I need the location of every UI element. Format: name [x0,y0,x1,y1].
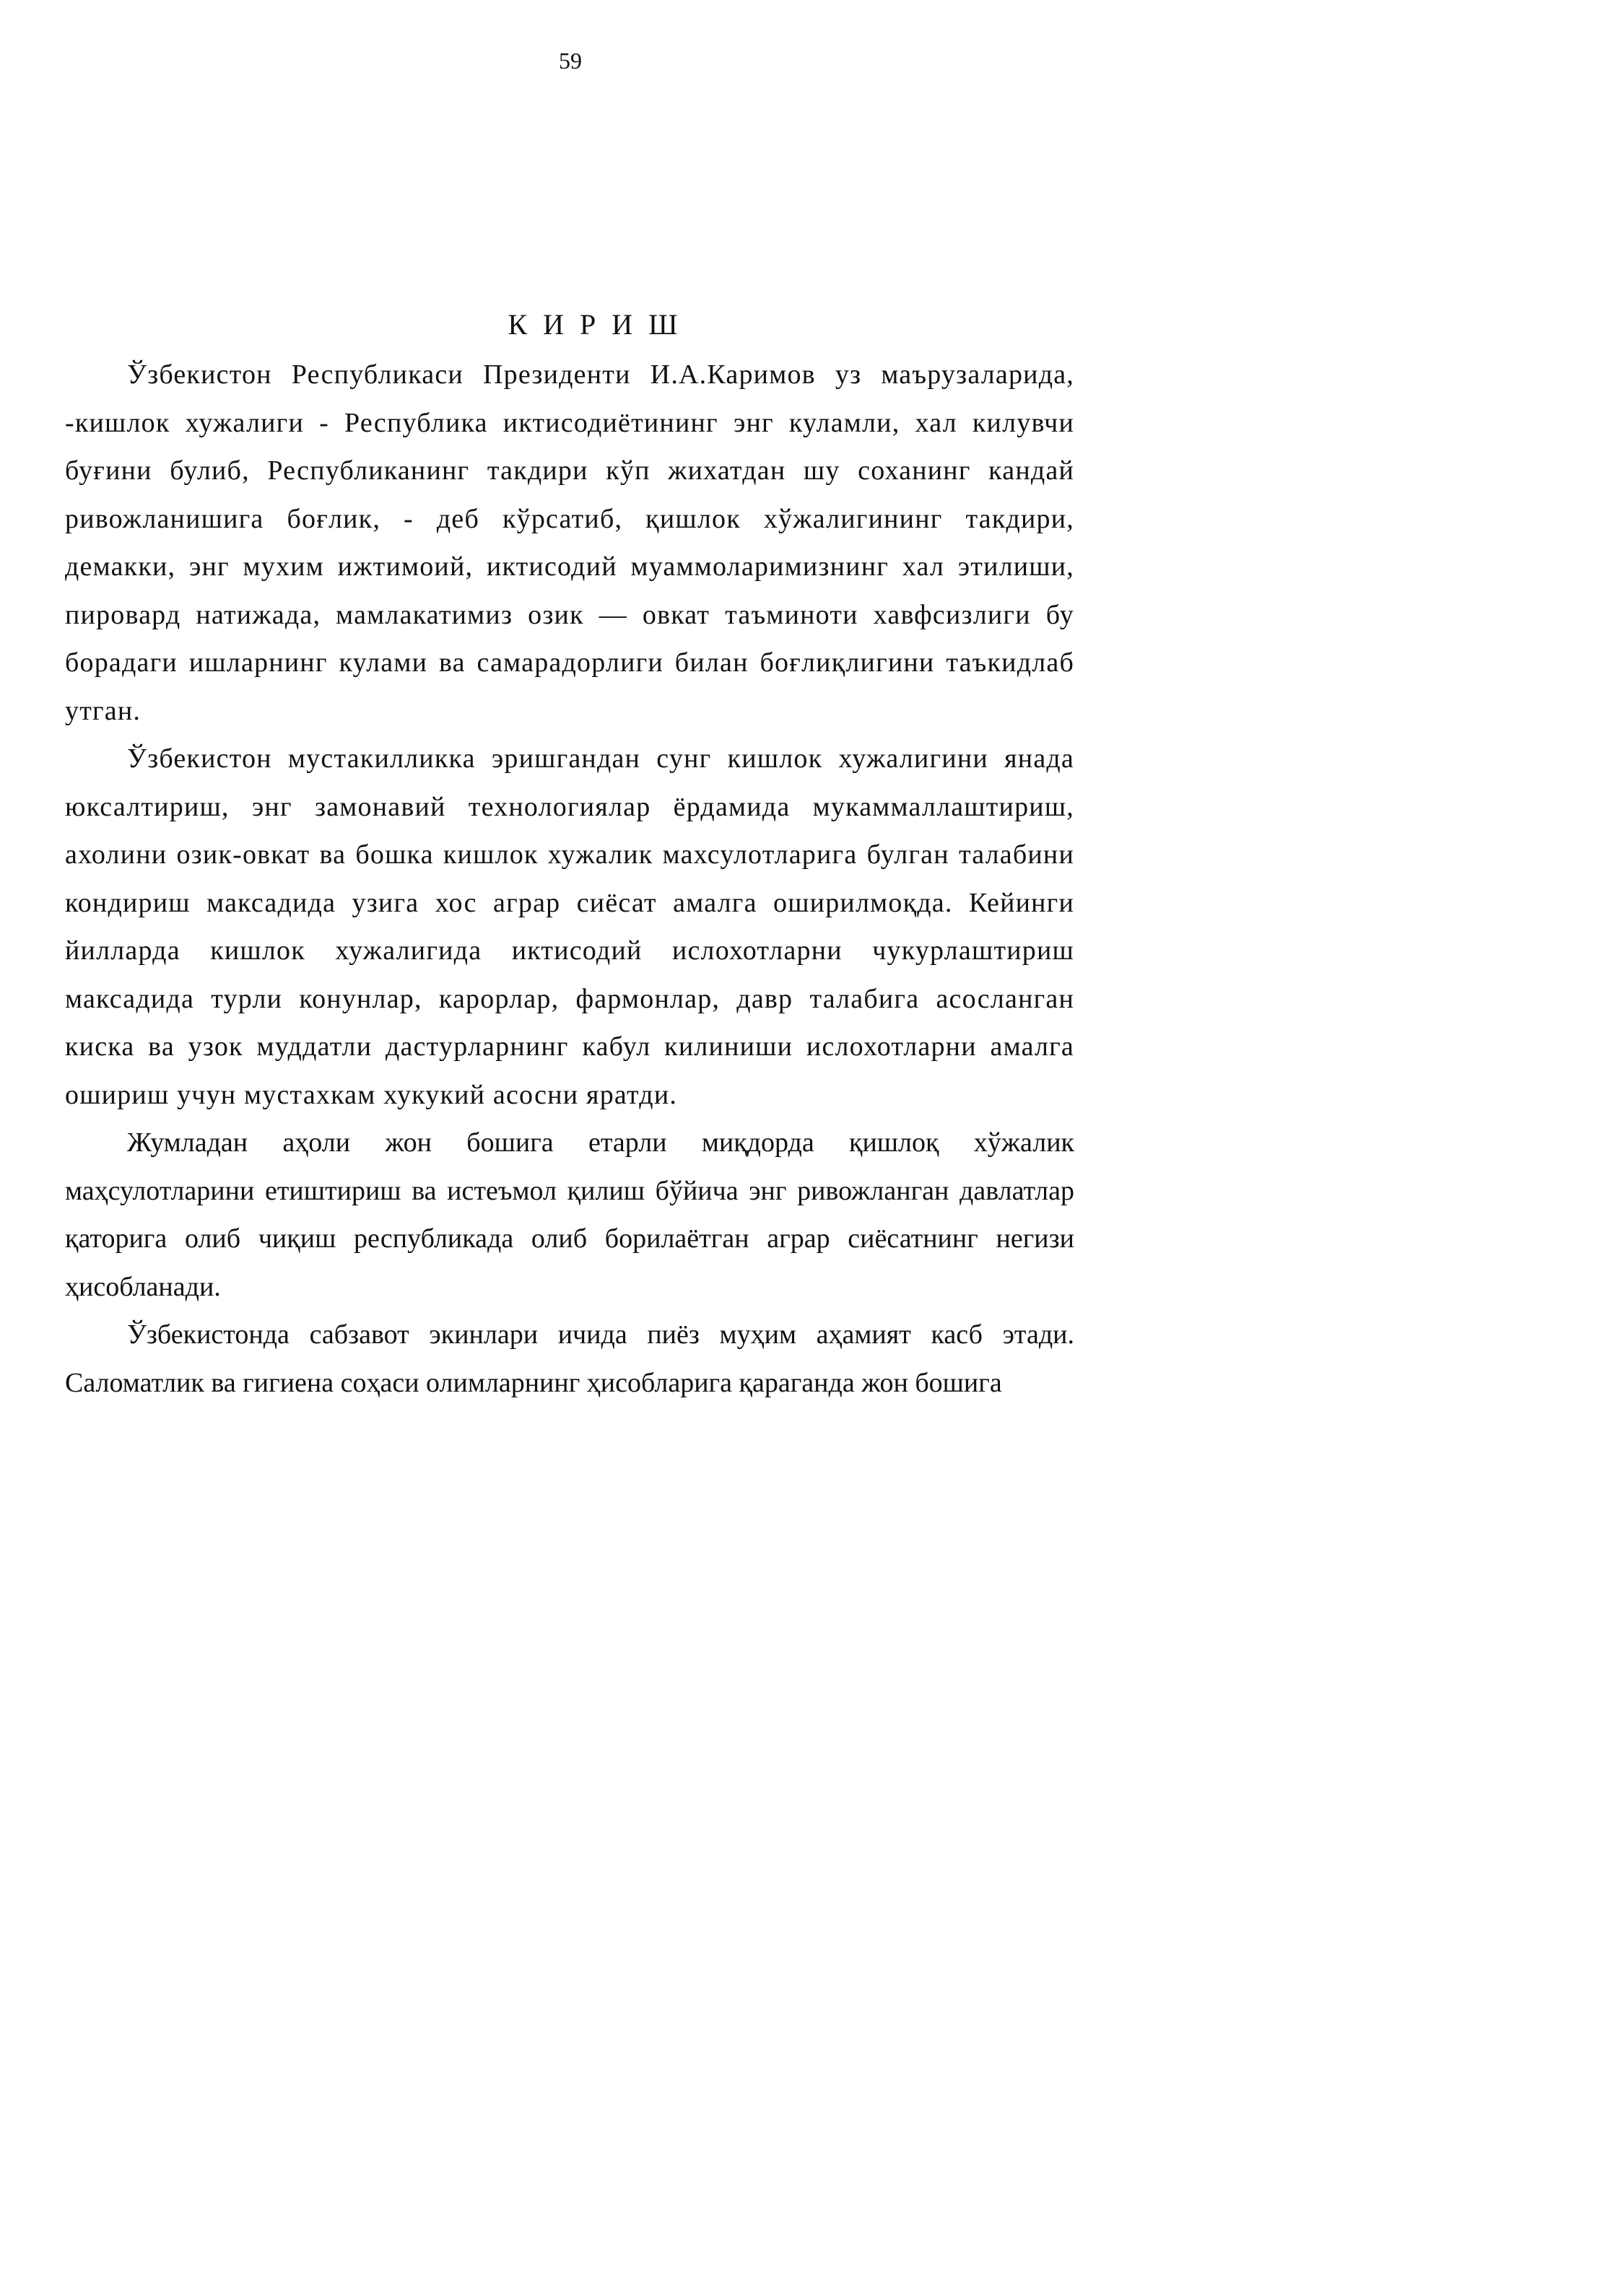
paragraph-4: Ўзбекистонда сабзавот экинлари ичида пиёз муҳим аҳамият касб этади. Саломатлик ва гигиена соҳаси олимларнинг ҳисобларига қараганда жон бошига [65,1319,1074,1398]
paragraph-1: Ўзбекистон Республикаси Президенти И.А.Каримов уз маърузаларида, -кишлок хужалиги - Республика иктисодиётининг энг куламли, хал килувчи буғини булиб, Республиканинг такдири кўп жихатдан шу соханинг кандай ривожланишига боғлик, - деб кўрсатиб, қишлок хўжалигининг такдири, демакки, энг мухим ижтимоий, иктисодий муаммоларимизнинг хал этилиши, пировард натижада, мамлакатимиз озик — овкат таъминоти хавфсизлиги бу борадаги ишларнинг кулами ва самарадорлиги билан боғлиқлигини таъкидлаб утган. [65,359,1074,726]
page-number: 59 [559,48,582,74]
paragraph-2: Ўзбекистон мустакилликка эришгандан сунг кишлок хужалигини янада юксалтириш, энг замонавий технологиялар ёрдамида мукаммаллаштириш, ахолини озик-овкат ва бошка кишлок хужалик махсулотларига булган талабини кондириш максадида узига хос аграр сиёсат амалга оширилмоқда. Кейинги йилларда кишлок хужалигида иктисодий ислохотларни чукурлаштириш максадида турли конунлар, карорлар, фармонлар, давр талабига асосланган киска ва узок муддатли дастурларнинг кабул килиниши ислохотларни амалга ошириш учун мустахкам хукукий асосни яратди. [65,743,1074,1110]
paragraph-3: Жумладан аҳоли жон бошига етарли миқдорда қишлоқ хўжалик маҳсулотларини етиштириш ва истеъмол қилиш бўйича энг ривожланган давлатлар қаторига олиб чиқиш республикада олиб борилаётган аграр сиёсатнинг негизи ҳисобланади. [65,1127,1074,1302]
section-heading: К И Р И Ш [508,308,682,341]
document-body [65,303,1074,1407]
